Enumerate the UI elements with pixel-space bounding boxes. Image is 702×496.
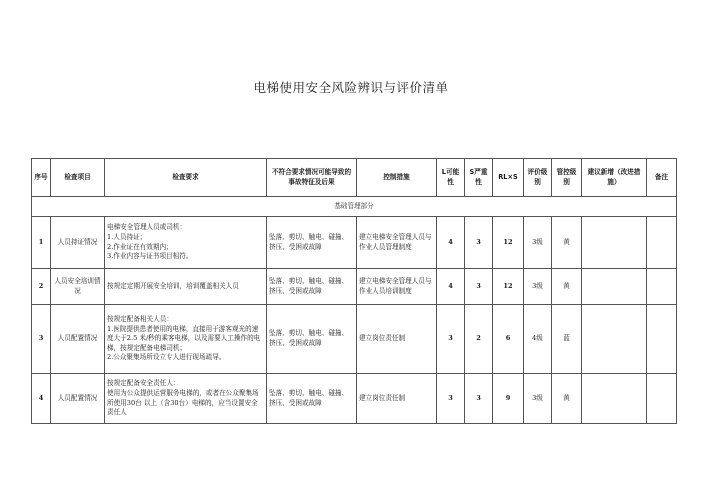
cell-seq: 4 bbox=[32, 374, 51, 424]
header-item: 检查项目 bbox=[51, 159, 105, 197]
cell-item: 人员持证情况 bbox=[51, 217, 105, 269]
req-line: 使用为公众提供运营服务电梯的，或者在公众聚集场所使用30台 以上（含30台）电梯的，应当设置安全责任人 bbox=[107, 388, 259, 417]
cell-hazard: 坠落、剪切、触电、碰撞、挤压、受困或故障 bbox=[267, 217, 357, 269]
header-s: S严重性 bbox=[465, 159, 493, 197]
cell-seq: 3 bbox=[32, 305, 51, 374]
req-line: 电梯安全管理人员或司机： bbox=[107, 223, 187, 232]
section-row bbox=[32, 197, 677, 217]
header-level: 评价级别 bbox=[524, 159, 552, 197]
cell-r: 9 bbox=[493, 374, 524, 424]
cell-tier: 黄 bbox=[552, 217, 582, 269]
header-row bbox=[32, 159, 677, 197]
table-row bbox=[32, 269, 677, 305]
cell-hazard: 坠落、剪切、触电、碰撞、挤压、受困或故障 bbox=[267, 374, 357, 424]
cell-r: 6 bbox=[493, 305, 524, 374]
cell-r: 12 bbox=[493, 217, 524, 269]
cell-requirement bbox=[105, 269, 267, 305]
req-line: 按规定定期开展安全培训，培训覆盖相关人员 bbox=[107, 281, 239, 290]
header-l: L可能性 bbox=[437, 159, 465, 197]
cell-s: 3 bbox=[465, 374, 493, 424]
req-line: 按规定配备相关人员： bbox=[107, 315, 173, 324]
cell-tier: 蓝 bbox=[552, 305, 582, 374]
cell-control: 建立电梯安全管理人员与作业人员管理制度 bbox=[357, 217, 437, 269]
header-tier: 管控级别 bbox=[552, 159, 582, 197]
table-row bbox=[32, 305, 677, 374]
cell-level: 3级 bbox=[524, 269, 552, 305]
cell-item: 人员配置情况 bbox=[51, 374, 105, 424]
cell-r: 12 bbox=[493, 269, 524, 305]
table-row bbox=[32, 374, 677, 424]
cell-requirement bbox=[105, 217, 267, 269]
cell-remark bbox=[647, 269, 677, 305]
cell-seq: 2 bbox=[32, 269, 51, 305]
cell-s: 2 bbox=[465, 305, 493, 374]
cell-item: 人员配置情况 bbox=[51, 305, 105, 374]
cell-level: 4级 bbox=[524, 305, 552, 374]
cell-suggest bbox=[582, 269, 647, 305]
cell-tier: 黄 bbox=[552, 374, 582, 424]
header-suggest: 建议新增（改进措施） bbox=[582, 159, 647, 197]
cell-suggest bbox=[582, 374, 647, 424]
header-seq: 序号 bbox=[32, 159, 51, 197]
cell-s: 3 bbox=[465, 217, 493, 269]
cell-requirement bbox=[105, 305, 267, 374]
req-line: 按规定配备安全责任人： bbox=[107, 379, 180, 388]
header-remark: 备注 bbox=[647, 159, 677, 197]
cell-control: 建立电梯安全管理人员与作业人员培训制度 bbox=[357, 269, 437, 305]
header-r: RL×S bbox=[493, 159, 524, 197]
req-line: 2.作业证在有效期内； bbox=[107, 242, 173, 251]
cell-level: 3级 bbox=[524, 217, 552, 269]
cell-hazard: 坠落、剪切、触电、碰撞、挤压、受困或故障 bbox=[267, 305, 357, 374]
cell-suggest bbox=[582, 305, 647, 374]
cell-tier: 黄 bbox=[552, 269, 582, 305]
header-hazard: 不符合要求情况可能导致的事故特征及后果 bbox=[267, 159, 357, 197]
cell-remark bbox=[647, 374, 677, 424]
cell-seq: 1 bbox=[32, 217, 51, 269]
risk-table bbox=[31, 158, 677, 424]
req-line: 3.作业内容与证书项目相符。 bbox=[107, 252, 193, 261]
cell-l: 4 bbox=[437, 217, 465, 269]
cell-l: 4 bbox=[437, 269, 465, 305]
cell-remark bbox=[647, 217, 677, 269]
cell-l: 3 bbox=[437, 374, 465, 424]
table-row bbox=[32, 217, 677, 269]
cell-item: 人员安全培训情况 bbox=[51, 269, 105, 305]
req-line: 1.医院提供患者使用的电梯，直接用于游客观光的速度大于2.5 米/秒的乘客电梯，以及需要人工操作的电梯，按规定配备电梯司机； bbox=[107, 324, 261, 352]
cell-suggest bbox=[582, 217, 647, 269]
cell-control: 建立岗位责任制 bbox=[357, 374, 437, 424]
header-requirement: 检查要求 bbox=[105, 159, 267, 197]
cell-hazard: 坠落、剪切、触电、碰撞、挤压、受困或故障 bbox=[267, 269, 357, 305]
cell-l: 3 bbox=[437, 305, 465, 374]
cell-level: 3级 bbox=[524, 374, 552, 424]
cell-control: 建立岗位责任制 bbox=[357, 305, 437, 374]
req-line: 1.人员持证； bbox=[107, 232, 147, 241]
section-title: 基础管理部分 bbox=[32, 197, 677, 217]
cell-remark bbox=[647, 305, 677, 374]
req-line: 2.公众聚集场所设立专人进行现场疏导。 bbox=[107, 353, 226, 362]
cell-requirement bbox=[105, 374, 267, 424]
page-title: 电梯使用安全风险辨识与评价清单 bbox=[253, 80, 449, 95]
cell-s: 3 bbox=[465, 269, 493, 305]
header-control: 控制措施 bbox=[357, 159, 437, 197]
